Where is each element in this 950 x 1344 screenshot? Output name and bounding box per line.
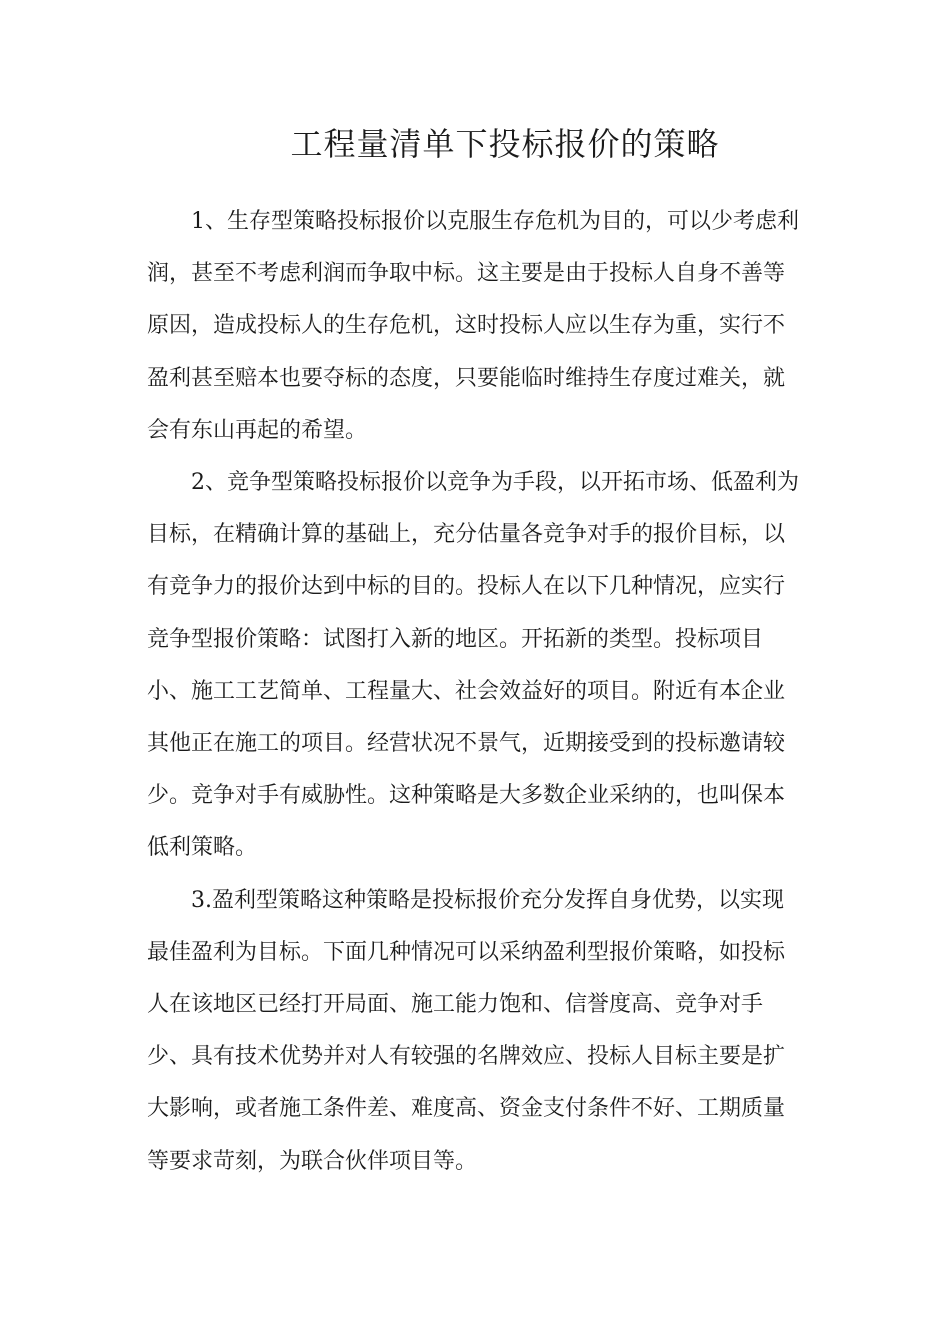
paragraph-line: 原因，造成投标人的生存危机，这时投标人应以生存为重，实行不 (147, 313, 786, 339)
paragraph-line: 少、具有技术优势并对人有较强的名牌效应、投标人目标主要是扩 (147, 1044, 786, 1070)
paragraph-competitive-strategy (147, 457, 809, 875)
paragraph-line: 等要求苛刻，为联合伙伴项目等。 (147, 1148, 478, 1174)
paragraph-line: 润，甚至不考虑利润而争取中标。这主要是由于投标人自身不善等 (147, 261, 786, 287)
paragraph-line: 3.盈利型策略这种策略是投标报价充分发挥自身优势，以实现 (191, 887, 784, 913)
paragraph-line: 最佳盈利为目标。下面几种情况可以采纳盈利型报价策略，如投标 (147, 939, 786, 965)
paragraph-line: 2、竞争型策略投标报价以竞争为手段，以开拓市场、低盈利为 (191, 470, 799, 496)
paragraph-line: 有竞争力的报价达到中标的目的。投标人在以下几种情况，应实行 (147, 574, 786, 600)
paragraph-profit-strategy (147, 875, 809, 1188)
paragraph-line: 竞争型报价策略：试图打入新的地区。开拓新的类型。投标项目 (147, 626, 764, 652)
paragraph-line: 其他正在施工的项目。经营状况不景气，近期接受到的投标邀请较 (147, 731, 786, 757)
paragraph-line: 小、施工工艺简单、工程量大、社会效益好的项目。附近有本企业 (147, 678, 786, 704)
paragraph-line: 大影响，或者施工条件差、难度高、资金支付条件不好、工期质量 (147, 1096, 786, 1122)
paragraph-line: 1、生存型策略投标报价以克服生存危机为目的，可以少考虑利 (191, 209, 799, 234)
paragraph-line: 盈利甚至赔本也要夺标的态度，只要能临时维持生存度过难关，就 (147, 365, 786, 391)
paragraph-line: 人在该地区已经打开局面、施工能力饱和、信誉度高、竞争对手 (147, 992, 764, 1018)
document-title: 工程量清单下投标报价的策略 (290, 125, 720, 163)
paragraph-line: 低利策略。 (147, 835, 258, 861)
paragraph-line: 会有东山再起的希望。 (147, 417, 368, 443)
paragraph-line: 目标，在精确计算的基础上，充分估量各竞争对手的报价目标，以 (147, 522, 786, 548)
paragraph-survival-strategy (147, 196, 809, 457)
document-body (147, 196, 809, 1188)
paragraph-line: 少。竞争对手有威胁性。这种策略是大多数企业采纳的，也叫保本 (147, 783, 786, 809)
